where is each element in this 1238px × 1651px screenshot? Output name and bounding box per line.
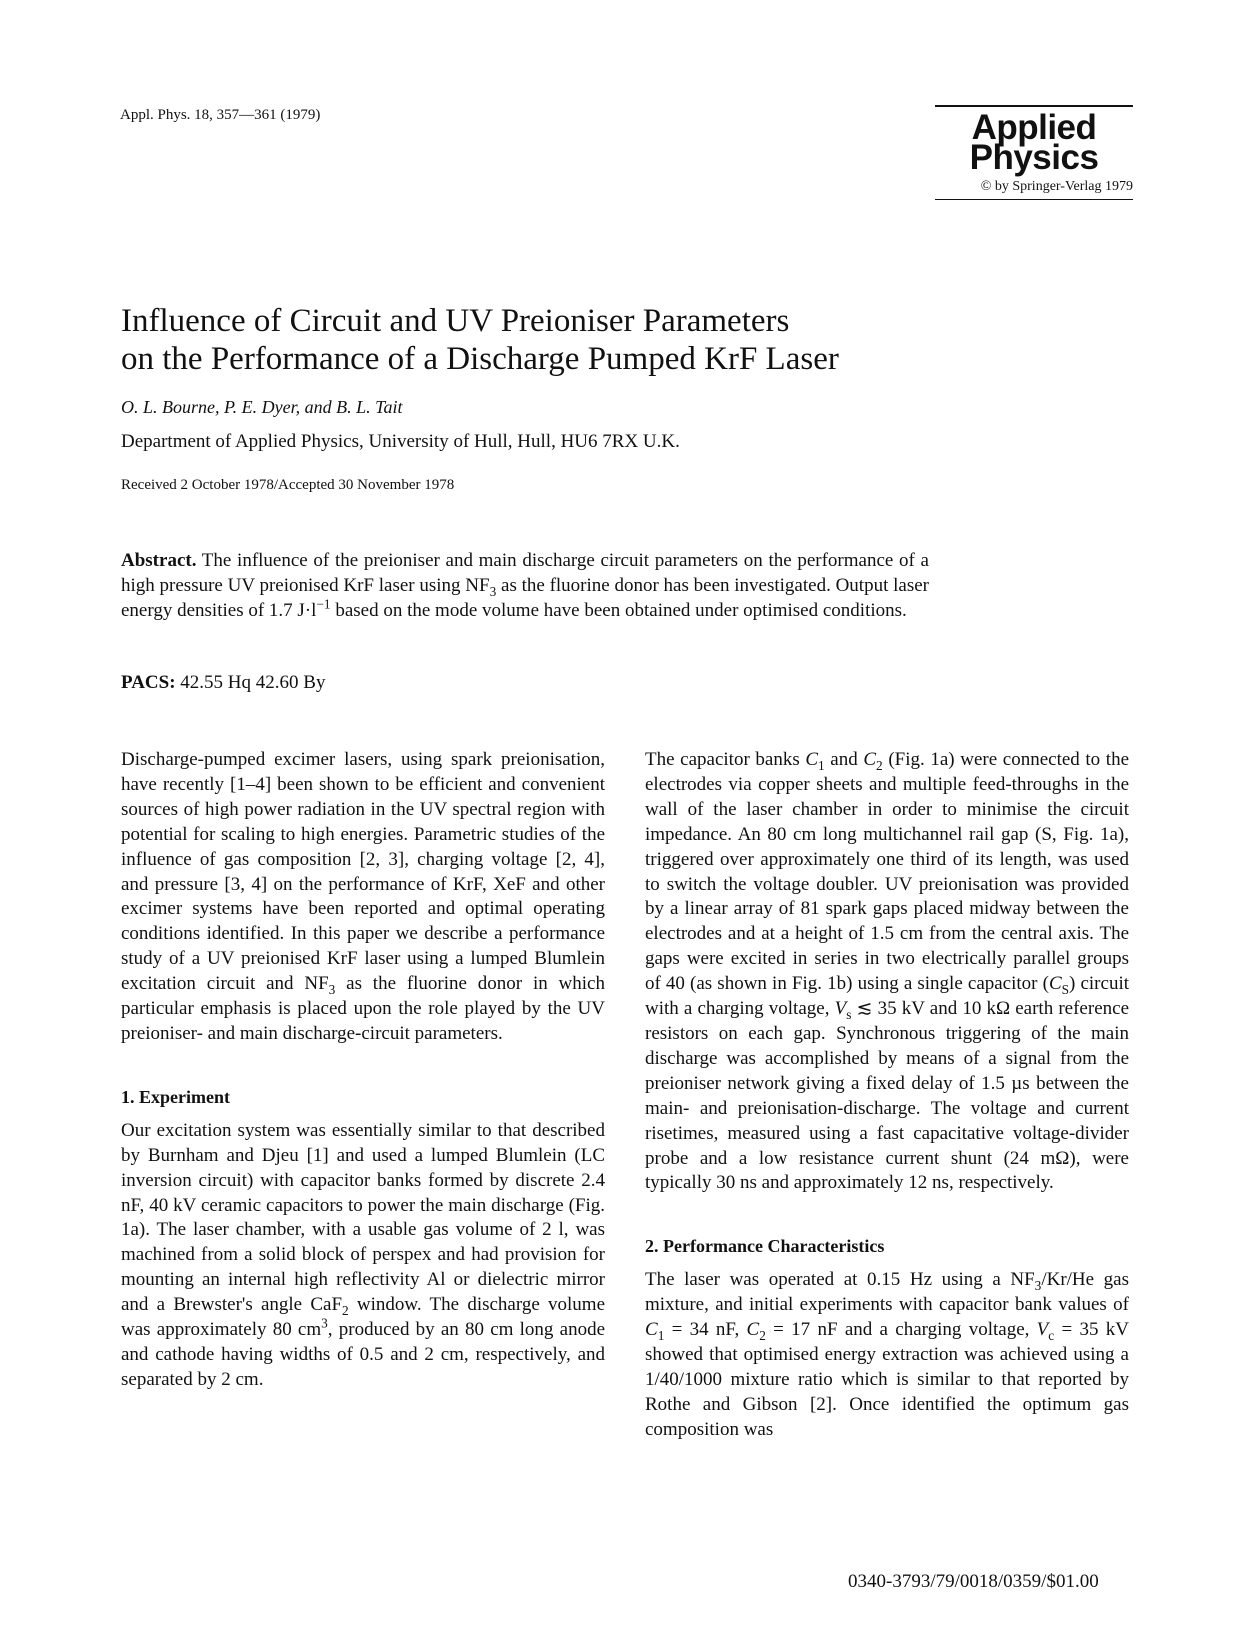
intro-paragraph bbox=[121, 748, 605, 1047]
pacs-values: 42.55 Hq 42.60 By bbox=[175, 672, 326, 693]
abstract-label: Abstract. bbox=[121, 550, 197, 571]
symbol-c: C bbox=[746, 1319, 760, 1341]
section-heading-performance: 2. Performance Characteristics bbox=[645, 1236, 885, 1257]
circuit-text: The capacitor banks bbox=[645, 749, 806, 770]
symbol-v: V bbox=[1036, 1319, 1049, 1341]
journal-reference: Appl. Phys. 18, 357—361 (1979) bbox=[120, 107, 321, 123]
symbol-subscript: s bbox=[846, 1006, 852, 1022]
abstract bbox=[121, 548, 929, 623]
pacs-codes bbox=[121, 672, 325, 694]
intro-text: as the fluorine donor in which particular emphasis is placed upon the role played by the UV preioniser- and main discharge-circuit parameters. bbox=[121, 973, 605, 1044]
abstract-text: The influence of the preioniser and main discharge circuit parameters on the performance of a high pressure UV preionised KrF laser using NF bbox=[121, 550, 929, 596]
abstract-superscript: −1 bbox=[316, 596, 331, 612]
logo-line-applied: Applied bbox=[971, 108, 1097, 147]
symbol-c: C bbox=[1048, 973, 1062, 995]
symbol-v: V bbox=[834, 998, 847, 1020]
affiliation: Department of Applied Physics, University of Hull, Hull, HU6 7RX U.K. bbox=[121, 431, 680, 452]
abstract-text: as the fluorine donor has been investigated. Output laser energy densities of 1.7 J·l bbox=[121, 575, 929, 621]
title-line-2: on the Performance of a Discharge Pumped KrF Laser bbox=[121, 341, 839, 377]
symbol-subscript: S bbox=[1061, 981, 1070, 997]
experiment-paragraph bbox=[121, 1119, 605, 1393]
performance-text: /Kr/He gas mixture, and initial experiments with capacitor bank values of bbox=[645, 1269, 1130, 1316]
symbol-c: C bbox=[863, 749, 877, 770]
pacs-label: PACS: bbox=[121, 672, 176, 693]
author-list: O. L. Bourne, P. E. Dyer, and B. L. Tait bbox=[121, 397, 403, 417]
symbol-subscript: 2 bbox=[876, 757, 883, 773]
circuit-text: (Fig. 1a) were connected to the electrodes via copper sheets and multiple feed-throughs in the wall of the laser chamber in order to minimise the circuit impedance. An 80 cm long multichannel rail gap (S, Fig. 1a), triggered over approximately one third of its length, was used to switch the voltage doubler. UV preionisation was provided by a linear array of 81 spark gaps placed midway between the electrodes and at a height of 1.5 cm from the central axis. The gaps were excited in series in two electrically parallel groups of 40 (as shown in Fig. 1b) using a single capacitor ( bbox=[645, 749, 1130, 995]
circuit-text: ) circuit with a charging voltage, bbox=[645, 973, 1129, 1020]
article-title bbox=[121, 302, 1021, 378]
section-heading-experiment: 1. Experiment bbox=[121, 1086, 230, 1107]
symbol-subscript: 2 bbox=[759, 1327, 766, 1343]
performance-text: = 17 nF and a charging voltage, bbox=[765, 1319, 1037, 1341]
circuit-text: ≲ 35 kV and 10 kΩ earth reference resistors on each gap. Synchronous triggering of the main discharge was accomplished by means of a signal from the preioniser network giving a fixed delay of 1.5 µs between the main- and preionisation-discharge. The voltage and current risetimes, measured using a fast capacitative voltage-divider probe and a low resistance current shunt (24 mΩ), were typically 30 ns and approximately 12 ns, respectively. bbox=[645, 998, 1129, 1194]
journal-logo bbox=[935, 105, 1133, 200]
intro-text: Discharge-pumped excimer lasers, using spark preionisation, have recently [1–4] been shown to be efficient and convenient sources of high power radiation in the UV spectral region with potential for scaling to high energies. Parametric studies of the influence of gas composition [2, 3], charging voltage [2, 4], and pressure [3, 4] on the performance of KrF, XeF and other excimer systems have been reported and optimal operating conditions identified. In this paper we describe a performance study of a UV preionised KrF laser using a lumped Blumlein excitation circuit and NF bbox=[121, 749, 605, 995]
logo-line-physics: Physics bbox=[969, 138, 1099, 177]
symbol-subscript: 1 bbox=[818, 757, 825, 773]
abstract-subscript: 3 bbox=[489, 583, 497, 599]
performance-text: = 35 kV showed that optimised energy extraction was achieved using a 1/40/1000 mixture ratio which is similar to that reported by Rothe and Gibson [2]. Once identified the optimum gas composition was bbox=[645, 1319, 1130, 1440]
abstract-text: based on the mode volume have been obtained under optimised conditions. bbox=[330, 600, 907, 621]
copyright-notice: © by Springer-Verlag 1979 bbox=[980, 179, 1133, 194]
experiment-text: window. The discharge volume was approximately 80 cm bbox=[121, 1294, 605, 1341]
logo-top-rule bbox=[935, 105, 1133, 107]
issn-code: 0340-3793/79/0018/0359/$01.00 bbox=[848, 1571, 1099, 1592]
symbol-c: C bbox=[645, 1319, 658, 1341]
right-column bbox=[645, 748, 1129, 1443]
intro-subscript: 3 bbox=[328, 981, 336, 997]
symbol-subscript: 1 bbox=[657, 1327, 665, 1343]
performance-text: = 34 nF, bbox=[664, 1319, 747, 1341]
received-dates: Received 2 October 1978/Accepted 30 November 1978 bbox=[121, 477, 455, 493]
experiment-text: , produced by an 80 cm long anode and cathode having widths of 0.5 and 2 cm, respectively, and separated by 2 cm. bbox=[121, 1319, 605, 1390]
symbol-subscript: 3 bbox=[1034, 1278, 1042, 1294]
left-column bbox=[121, 748, 605, 1393]
logo-wordmark bbox=[935, 108, 1133, 177]
experiment-subscript: 2 bbox=[342, 1302, 349, 1318]
performance-text: The laser was operated at 0.15 Hz using a NF bbox=[645, 1269, 1035, 1291]
logo-bottom-rule bbox=[935, 199, 1133, 200]
experiment-text: Our excitation system was essentially similar to that described by Burnham and Djeu [1] and used a lumped Blumlein (LC inversion circuit) with capacitor banks formed by discrete 2.4 nF, 40 kV ceramic capacitors to power the main discharge (Fig. 1a). The laser chamber, with a usable gas volume of 2 l, was machined from a solid block of perspex and had provision for mounting an internal high reflectivity Al or dielectric mirror and a Brewster's angle CaF bbox=[121, 1119, 605, 1316]
symbol-subscript: c bbox=[1048, 1327, 1055, 1343]
symbol-c: C bbox=[805, 749, 819, 770]
circuit-text: and bbox=[824, 749, 864, 770]
title-line-1: Influence of Circuit and UV Preioniser Parameters bbox=[121, 303, 790, 339]
circuit-paragraph bbox=[645, 748, 1129, 1196]
experiment-superscript: 3 bbox=[321, 1315, 328, 1331]
performance-paragraph bbox=[645, 1268, 1129, 1442]
